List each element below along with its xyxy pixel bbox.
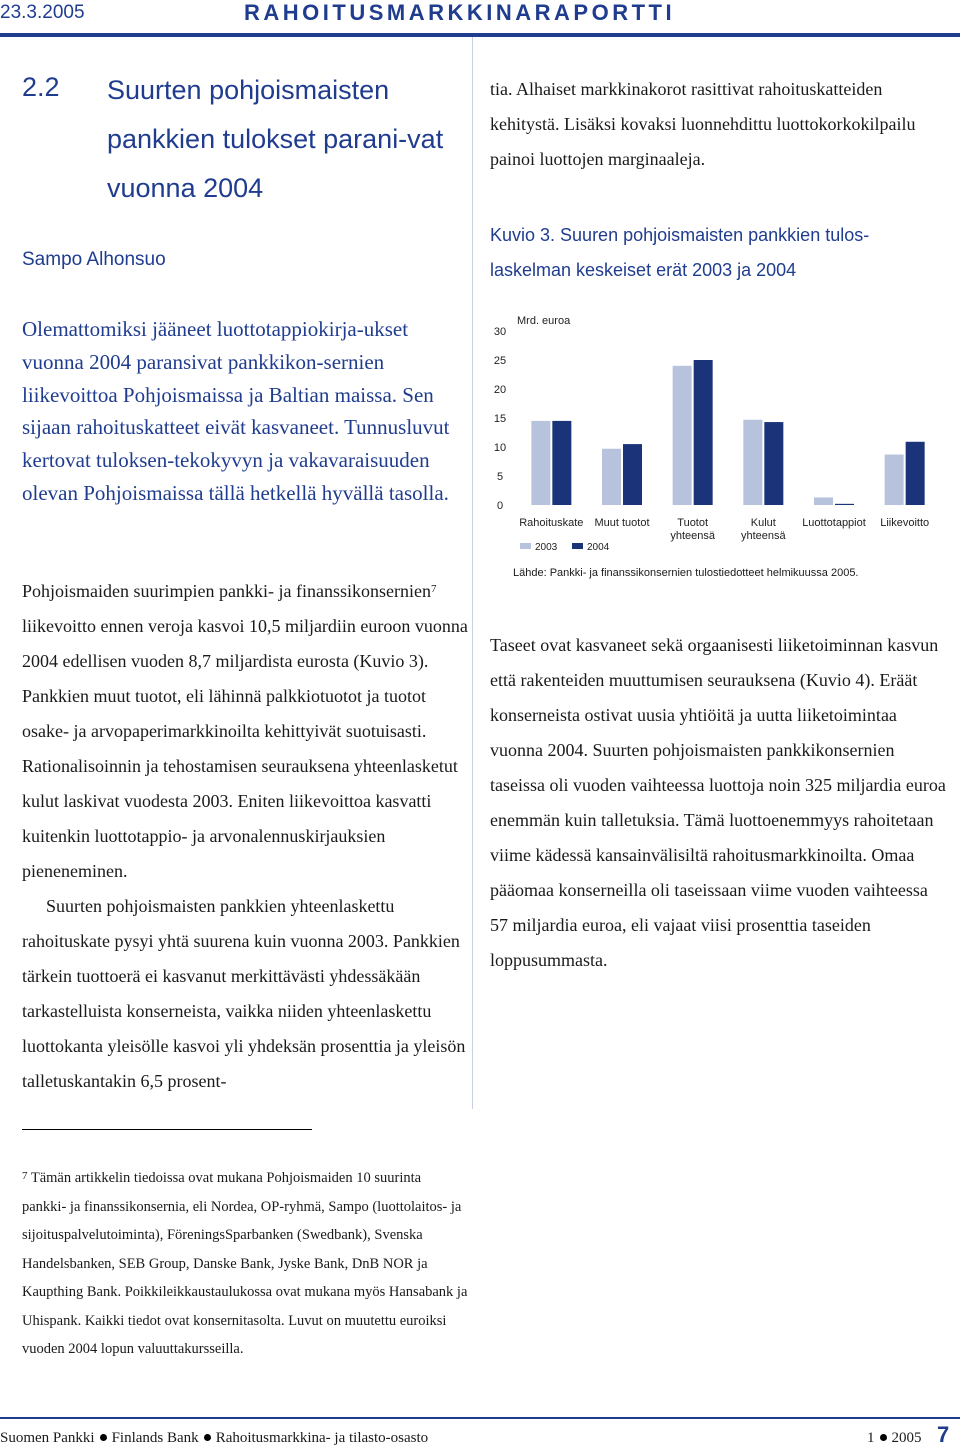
- figure-caption-line-1: Kuvio 3. Suuren pohjoismaisten pankkien tulos-: [490, 225, 870, 245]
- page-number: 7: [937, 1422, 950, 1447]
- bar-2003-3: [743, 420, 762, 505]
- x-tick-label: yhteensä: [741, 530, 786, 542]
- y-tick-label: 25: [493, 355, 507, 367]
- bar-2004-0: [552, 421, 571, 505]
- x-tick-label: yhteensä: [670, 530, 715, 542]
- section-title: Suurten pohjoismaisten pankkien tulokset parani-vat vuonna 2004: [107, 75, 444, 203]
- body-paragraph-1: Pohjoismaiden suurimpien pankki- ja finanssikonsernien$^7$ liikevoitto ennen veroja kasvoi 10,5 miljardiin euroon vuonna 2004 edellisen vuoden 8,7 miljardista eurosta (Kuvio 3). Pankkien muut tuotot, eli lähinnä palkkiotuotot ja tuotot osake- ja arvopaperimarkkinoilta kehittyivät suotuisasti. Rationalisoinnin ja tehostamisen seurauksena yhteenlasketut kulut laskivat vuodesta 2003. Eniten liikevoittoa kasvatti kuitenkin luottotappio- ja arvonalennuskirjauksien pieneneminen.: [22, 581, 468, 881]
- chart-svg: [480, 305, 950, 567]
- bar-2003-2: [673, 366, 692, 505]
- bar-2004-3: [764, 422, 783, 505]
- bar-2004-5: [906, 442, 925, 505]
- chart-unit-label: Mrd. euroa: [517, 315, 571, 327]
- bar-2003-0: [531, 421, 550, 505]
- footnote: [22, 1164, 468, 1364]
- legend-label-2003: 2003: [535, 542, 558, 553]
- body-paragraph-2: Suurten pohjoismaisten pankkien yhteenlaskettu rahoituskate pysyi yhtä suurena kuin vuonna 2003. Pankkien tärkein tuottoerä ei kasvanut merkittävästi yhdessäkään tarkastelluista konserneista, vaikka niiden yhteenlaskettu luottokanta yleisölle kasvoi yli yhdeksän prosenttia ja yleisön talletuskantakin 6,5 prosent-: [22, 896, 466, 1091]
- x-tick-label: Rahoituskate: [519, 517, 584, 529]
- x-tick-label: Luottotappiot: [802, 517, 866, 529]
- y-tick-label: 0: [496, 500, 504, 512]
- bullet-icon: [100, 1434, 107, 1441]
- bullet-icon: [880, 1434, 887, 1441]
- lead-paragraph: Olemattomiksi jääneet luottotappiokirja-ukset vuonna 2004 paransivat pankkikon-sernien liikevoittoa Pohjoismaissa ja Baltian maissa. Sen sijaan rahoituskatteet eivät kasvaneet. Tunnusluvut kertovat tuloksen-tekokyvyn ja vakavaraisuuden olevan Pohjoismaissa tällä hetkellä hyvällä tasolla.: [22, 317, 450, 505]
- body-text-left: [22, 574, 468, 1099]
- section-number: 2.2: [22, 72, 60, 102]
- bar-2004-2: [694, 360, 713, 505]
- figure-caption-line-2: laskelman keskeiset erät 2003 ja 2004: [490, 260, 797, 280]
- x-tick-label: Liikevoitto: [880, 517, 930, 529]
- body-text-right-top: tia. Alhaiset markkinakorot rasittivat rahoituskatteiden kehitystä. Lisäksi kovaksi luonnehdittu luottokorkokilpailu painoi luottojen marginaaleja.: [490, 79, 916, 169]
- footnote-rule: [22, 1129, 312, 1130]
- x-tick-label: Tuotot: [677, 517, 709, 529]
- legend-label-2004: 2004: [587, 542, 610, 553]
- footnote-mark: 7: [22, 1170, 28, 1182]
- footnote-text: Tämän artikkelin tiedoissa ovat mukana Pohjoismaiden 10 suurinta pankki- ja finanssikonsernia, eli Nordea, OP-ryhmä, Sampo (luottolaitos- ja sijoituspalvelutoiminta), FöreningsSparbanken (Swedbank), Svenska Handelsbanken, SEB Group, Danske Bank, Jyske Bank, DnB NOR ja Kaupthing Bank. Poikkileikkaustaulukossa ovat mukana myös Hansabank ja Uhispank. Kaikki tiedot ovat konsernitasolta. Luvut on muutettu euroiksi vuoden 2004 lopun valuuttakursseilla.: [22, 1170, 468, 1357]
- header-rule: [0, 33, 960, 37]
- header-date: 23.3.2005: [0, 2, 85, 23]
- author-name: Sampo Alhonsuo: [22, 249, 166, 270]
- x-tick-label: Kulut: [750, 517, 776, 529]
- x-tick-label: Muut tuotot: [594, 517, 650, 529]
- y-tick-label: 15: [493, 413, 507, 425]
- y-tick-label: 10: [493, 442, 507, 454]
- bullet-icon: [204, 1434, 211, 1441]
- footer-publisher: Suomen Pankki Finlands Bank Rahoitusmarkkina- ja tilasto-osasto: [0, 1430, 429, 1446]
- y-tick-label: 30: [493, 326, 507, 338]
- bar-2003-5: [885, 455, 904, 505]
- footer-rule: [0, 1417, 960, 1419]
- column-divider: [472, 37, 473, 1109]
- chart-source: Lähde: Pankki- ja finanssikonsernien tulostiedotteet helmikuussa 2005.: [513, 567, 859, 579]
- header-title: RAHOITUSMARKKINARAPORTTI: [244, 0, 676, 25]
- legend-swatch-2003: [520, 543, 531, 549]
- legend-swatch-2004: [572, 543, 583, 549]
- footer-issue: 1 2005: [867, 1430, 922, 1446]
- footnote-reference: 7: [430, 583, 437, 595]
- bar-2003-4: [814, 497, 833, 505]
- bar-chart: [480, 305, 950, 567]
- y-tick-label: 20: [493, 384, 507, 396]
- y-tick-label: 5: [496, 471, 504, 483]
- bar-2003-1: [602, 449, 621, 505]
- body-text-right: Taseet ovat kasvaneet sekä orgaanisesti liiketoiminnan kasvun että rakenteiden muuttumisen seurauksena (Kuvio 4). Eräät konserneista ostivat uusia yhtiöitä ja uutta liiketoimintaa vuonna 2004. Suurten pohjoismaisten pankkikonsernien taseissa oli vuoden vaihteessa luottoja noin 325 miljardia euroa enemmän kuin talletuksia. Tämä luottoenemmyys rahoitetaan viime kädessä kansainvälisiltä rahoitusmarkkinoilta. Omaa pääomaa konserneilla oli taseissaan viime vuoden vaihteessa 57 miljardia euroa, eli vajaat viisi prosenttia taseiden loppusummasta.: [490, 635, 946, 970]
- bar-2004-4: [835, 504, 854, 505]
- bar-2004-1: [623, 444, 642, 505]
